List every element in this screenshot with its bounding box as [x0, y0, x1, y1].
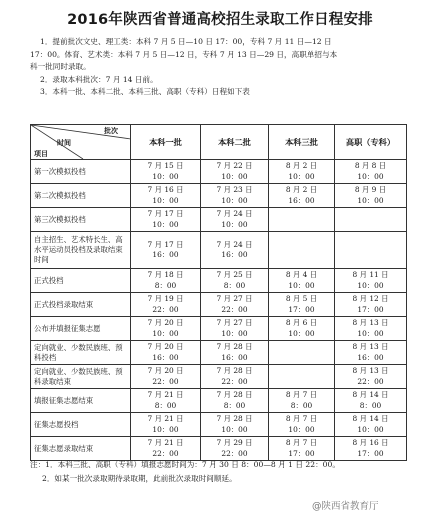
cell-time: 10：00 [221, 219, 248, 229]
table-row [31, 437, 407, 461]
cell-time: 10：00 [288, 171, 315, 181]
schedule-cell [335, 317, 407, 341]
cell-date: 8 月 4 日 [285, 270, 318, 279]
cell-date: 8 月 7 日 [285, 438, 318, 447]
cell-date: 8 月 7 日 [285, 414, 318, 423]
notes [30, 458, 420, 486]
schedule-cell [335, 160, 407, 184]
row-item-label: 公布并填报征集志愿 [31, 317, 131, 341]
cell-time: 10：00 [152, 195, 179, 205]
schedule-cell [131, 232, 201, 269]
cell-time: 10：00 [288, 280, 315, 290]
row-item-label: 自主招生、艺术特长生、高水平运动员投档及录取结束时间 [31, 232, 131, 269]
batch-label: 批次 [104, 127, 118, 135]
table-row [31, 317, 407, 341]
column-header: 本科一批 [131, 125, 201, 160]
cell-date: 7 月 27 日 [216, 318, 253, 327]
cell-date: 7 月 25 日 [216, 270, 253, 279]
row-item-label: 第二次模拟投档 [31, 184, 131, 208]
cell-time: 10：00 [221, 328, 248, 338]
schedule-cell [335, 389, 407, 413]
table-row [31, 389, 407, 413]
schedule-cell [335, 232, 407, 269]
cell-time: 22：00 [221, 304, 248, 314]
cell-date: 7 月 19 日 [147, 294, 184, 303]
cell-time: 10：00 [221, 171, 248, 181]
cell-date: 7 月 28 日 [216, 342, 253, 351]
cell-time: 10：00 [221, 424, 248, 434]
document-title: 2016年陕西省普通高校招生录取工作日程安排 [67, 12, 373, 28]
schedule-cell [201, 160, 269, 184]
cell-time: 10：00 [357, 424, 384, 434]
schedule-cell [201, 269, 269, 293]
cell-time: 16：00 [357, 352, 384, 362]
intro-line: 17：00。体育、艺术类：本科 7 月 5 日—12 日，专科 7 月 13 日—29 日，高职单招与本 [30, 49, 338, 59]
cell-time: 16：00 [221, 250, 248, 259]
schedule-cell [131, 437, 201, 461]
table-row [31, 232, 407, 269]
cell-time: 16：00 [221, 352, 248, 362]
schedule-cell [335, 269, 407, 293]
schedule-cell [131, 317, 201, 341]
cell-date: 7 月 18 日 [147, 270, 184, 279]
cell-date: 8 月 13 日 [352, 366, 389, 375]
schedule-cell [201, 365, 269, 389]
column-header: 高职（专科） [335, 125, 407, 160]
schedule-cell [269, 365, 335, 389]
row-item-label: 第一次模拟投档 [31, 160, 131, 184]
table-row [31, 269, 407, 293]
cell-date: 8 月 13 日 [352, 318, 389, 327]
cell-time: 10：00 [357, 171, 384, 181]
cell-time: 10：00 [357, 280, 384, 290]
cell-time: 10：00 [152, 424, 179, 434]
cell-time: 10：00 [357, 328, 384, 338]
schedule-cell [201, 317, 269, 341]
cell-date: 7 月 20 日 [147, 342, 184, 351]
schedule-cell [335, 341, 407, 365]
cell-time: 17：00 [288, 448, 315, 458]
cell-date: 7 月 15 日 [147, 161, 184, 170]
row-item-label: 填报征集志愿结束 [31, 389, 131, 413]
cell-time: 8：00 [223, 400, 246, 410]
schedule-cell [131, 341, 201, 365]
schedule-cell [201, 341, 269, 365]
cell-date: 7 月 28 日 [216, 366, 253, 375]
row-item-label: 征集志愿录取结束 [31, 437, 131, 461]
cell-date: 8 月 8 日 [354, 161, 387, 170]
schedule-cell [201, 208, 269, 232]
cell-date: 7 月 21 日 [147, 390, 184, 399]
cell-time: 16：00 [152, 250, 179, 259]
cell-time: 22：00 [152, 448, 179, 458]
schedule-cell [269, 293, 335, 317]
cell-time: 22：00 [221, 448, 248, 458]
table-row [31, 160, 407, 184]
cell-time: 10：00 [221, 195, 248, 205]
cell-date: 7 月 23 日 [216, 185, 253, 194]
schedule-cell [131, 208, 201, 232]
table-row [31, 184, 407, 208]
cell-time: 16：00 [288, 195, 315, 205]
cell-time: 16：00 [152, 352, 179, 362]
schedule-cell [131, 184, 201, 208]
schedule-cell [131, 365, 201, 389]
schedule-cell [269, 184, 335, 208]
schedule-cell [335, 293, 407, 317]
cell-date: 7 月 21 日 [147, 414, 184, 423]
cell-time: 17：00 [288, 304, 315, 314]
schedule-cell [201, 184, 269, 208]
cell-date: 8 月 11 日 [352, 270, 389, 279]
schedule-cell [335, 437, 407, 461]
cell-date: 7 月 29 日 [216, 438, 253, 447]
schedule-cell [335, 184, 407, 208]
schedule-cell [269, 269, 335, 293]
cell-date: 7 月 20 日 [147, 366, 184, 375]
cell-date: 7 月 27 日 [216, 294, 253, 303]
cell-date: 7 月 28 日 [216, 414, 253, 423]
cell-date: 8 月 12 日 [352, 294, 389, 303]
schedule-cell [269, 160, 335, 184]
cell-time: 8：00 [359, 400, 382, 410]
cell-date: 8 月 2 日 [285, 161, 318, 170]
schedule-cell [131, 389, 201, 413]
cell-time: 22：00 [152, 304, 179, 314]
schedule-cell [201, 389, 269, 413]
cell-date: 8 月 9 日 [354, 185, 387, 194]
schedule-cell [269, 232, 335, 269]
note-line: 注：1．本科三批、高职（专科）填报志愿时间为：7 月 30 日 8：00—8 月 1 日 22：00。 [30, 460, 340, 469]
schedule-cell [201, 293, 269, 317]
diagonal-header-cell [31, 125, 131, 160]
time-label: 时间 [57, 139, 71, 147]
intro-line: 2．录取本科批次：7 月 14 日前。 [40, 74, 158, 84]
cell-date: 8 月 13 日 [352, 342, 389, 351]
schedule-cell [131, 293, 201, 317]
intro-line: 3．本科一批、本科二批、本科三批、高职（专科）日程如下表 [40, 87, 250, 97]
schedule-cell [269, 341, 335, 365]
schedule-cell [335, 413, 407, 437]
cell-date: 8 月 6 日 [285, 318, 318, 327]
cell-time: 10：00 [288, 424, 315, 434]
cell-date: 7 月 22 日 [216, 161, 253, 170]
table-row [31, 365, 407, 389]
row-item-label: 第三次模拟投档 [31, 208, 131, 232]
cell-date: 8 月 16 日 [352, 438, 389, 447]
cell-time: 17：00 [357, 448, 384, 458]
schedule-table [30, 124, 407, 461]
table-row [31, 341, 407, 365]
cell-date: 7 月 17 日 [147, 209, 184, 218]
schedule-cell [131, 413, 201, 437]
cell-date: 8 月 14 日 [352, 390, 389, 399]
cell-date: 7 月 24 日 [216, 239, 253, 249]
cell-time: 10：00 [152, 328, 179, 338]
cell-time: 22：00 [221, 376, 248, 386]
cell-time: 8：00 [290, 400, 313, 410]
cell-time: 22：00 [152, 376, 179, 386]
intro-line: 1．提前批次文史、理工类：本科 7 月 5 日—10 日 17：00，专科 7 月 11 日—12 日 [40, 37, 332, 46]
row-item-label: 征集志愿投档 [31, 413, 131, 437]
schedule-cell [201, 437, 269, 461]
cell-date: 7 月 16 日 [147, 185, 184, 194]
row-item-label: 正式投档录取结束 [31, 293, 131, 317]
row-item-label: 正式投档 [31, 269, 131, 293]
column-header: 本科二批 [201, 125, 269, 160]
cell-date: 7 月 28 日 [216, 390, 253, 399]
schedule-cell [269, 208, 335, 232]
item-label: 项目 [34, 150, 48, 158]
cell-time: 10：00 [152, 219, 179, 229]
table-row [31, 293, 407, 317]
cell-date: 7 月 24 日 [216, 209, 253, 218]
schedule-cell [201, 413, 269, 437]
schedule-cell [335, 365, 407, 389]
schedule-cell [269, 389, 335, 413]
cell-time: 8：00 [154, 400, 177, 410]
row-item-label: 定向就业、少数民族班、预科录取结束 [31, 365, 131, 389]
cell-date: 8 月 2 日 [285, 185, 318, 194]
schedule-cell [269, 413, 335, 437]
cell-date: 7 月 21 日 [147, 438, 184, 447]
note-line: 2．如某一批次录取期待录取期，此前批次录取时间顺延。 [42, 474, 237, 483]
cell-date: 8 月 7 日 [285, 390, 318, 399]
cell-date: 8 月 5 日 [285, 294, 318, 303]
intro-line: 科一批同时录取。 [30, 62, 91, 72]
cell-time: 22：00 [357, 376, 384, 386]
cell-time: 10：00 [357, 195, 384, 205]
table-row [31, 413, 407, 437]
row-item-label: 定向就业、少数民族班、预科投档 [31, 341, 131, 365]
cell-time: 17：00 [357, 304, 384, 314]
schedule-cell [335, 208, 407, 232]
cell-time: 8：00 [223, 280, 246, 290]
intro-text [30, 36, 410, 99]
schedule-cell [201, 232, 269, 269]
schedule-cell [131, 269, 201, 293]
cell-time: 10：00 [152, 171, 179, 181]
schedule-cell [269, 437, 335, 461]
cell-time: 10：00 [288, 328, 315, 338]
table-row [31, 208, 407, 232]
cell-date: 7 月 17 日 [147, 239, 184, 249]
cell-date: 8 月 14 日 [352, 414, 389, 423]
schedule-cell [269, 317, 335, 341]
cell-time: 8：00 [154, 280, 177, 290]
watermark: @陕西省教育厅 [312, 501, 379, 512]
table-header-row [31, 125, 407, 160]
schedule-cell [131, 160, 201, 184]
cell-date: 7 月 20 日 [147, 318, 184, 327]
column-header: 本科三批 [269, 125, 335, 160]
